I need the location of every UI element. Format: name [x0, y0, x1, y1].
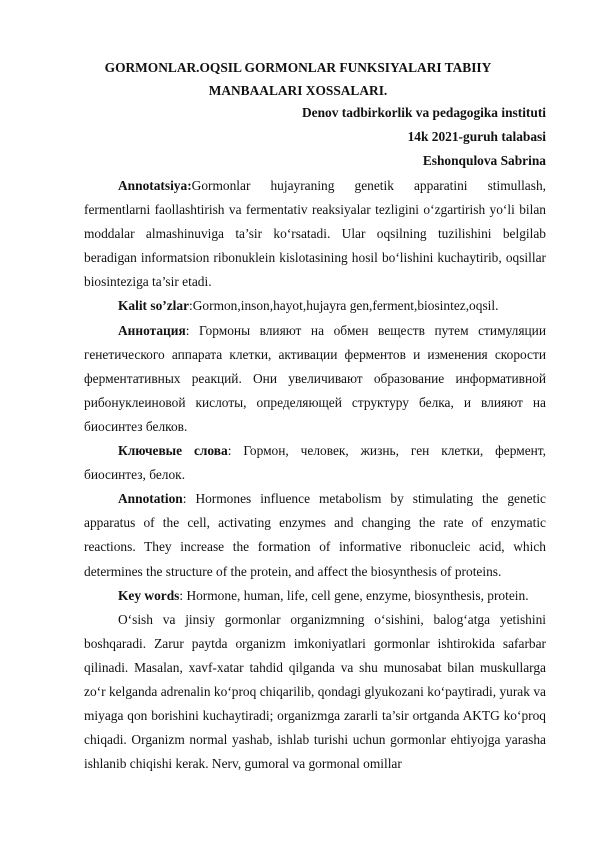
keywords-ru — [84, 439, 546, 487]
author-group: 14k 2021-guruh talabasi — [407, 129, 546, 144]
annotation-uz-label: Annotatsiya: — [118, 178, 192, 193]
annotation-ru-label: Аннотация — [118, 322, 186, 338]
keywords-en-label: Key words — [118, 587, 180, 603]
author-institution: Denov tadbirkorlik va pedagogika instituti — [301, 105, 546, 120]
keywords-en — [84, 584, 546, 608]
keywords-ru-text: : Гормон, человек, жизнь, ген клетки, фермент, биосинтез, белок. — [84, 443, 546, 483]
annotation-en — [84, 487, 546, 583]
annotation-uz — [84, 174, 546, 294]
title-line-2: MANBAALARI XOSSALARI. — [208, 82, 388, 98]
annotation-en-label: Annotation — [118, 491, 183, 507]
keywords-en-text: : Hormone, human, life, cell gene, enzyme, biosynthesis, protein. — [179, 587, 529, 603]
document-title — [84, 57, 512, 102]
keywords-uz-label: Kalit so’zlar — [118, 298, 190, 314]
title-line-1: GORMONLAR.OQSIL GORMONLAR FUNKSIYALARI TABIIY — [104, 60, 492, 75]
annotation-en-text: : Hormones influence metabolism by stimulating the genetic apparatus of the cell, activating enzymes and changing the rate of enzymatic reactions. They increase the formation of informative ribonucleic acid, which determines the structure of the protein, and affect the biosynthesis of proteins. — [84, 491, 546, 579]
author-name: Eshonqulova Sabrina — [422, 153, 546, 168]
keywords-ru-label: Ключевые слова — [118, 443, 228, 459]
annotation-ru-text: : Гормоны влияют на обмен веществ путем стимуляции генетического аппарата клетки, активации ферментов и изменения скорости ферментативных реакций. Они увеличивают образование информативной рибонуклеиновой кислоты, определяющей структуру белка, и влияют на биосинтез белков. — [84, 322, 546, 434]
keywords-uz — [84, 294, 546, 318]
annotation-uz-text: Gormonlar hujayraning genetik apparatini stimullash, fermentlarni faollashtirish va fermentativ reaksiyalar tezligini o‘zgartirish yo‘li bilan moddalar almashinuviga ta’sir ko‘rsatadi. Ular oqsilning tuzilishini belgilab beradigan informatsion ribonuklein kislotasining hosil bo‘lishini kuchaytirib, oqsillar biosinteziga ta’sir etadi. — [84, 178, 546, 290]
annotation-ru — [84, 319, 546, 439]
keywords-uz-text: :Gormon,inson,hayot,hujayra gen,ferment,biosintez,oqsil. — [189, 298, 499, 314]
main-paragraph: O‘sish va jinsiy gormonlar organizmning o‘sishini, balog‘atga yetishini boshqaradi. Zarur paytda organizm imkoniyatlari gormonlar ishtirokida safarbar qilinadi. Masalan, xavf-xatar tahdid qilganda va shu munosabat bilan muskullarga zo‘r kelganda adrenalin ko‘proq chiqarilib, qondagi glyukozani ko‘paytiradi, yurak va miyaga qon borishini kuchaytiradi; organizmga zararli ta’sir ortganda AKTG ko‘proq chiqadi. Organizm normal yashab, ishlab turishi uchun gormonlar ehtiyojga yarasha ishlanib chiqishi kerak. Nerv, gumoral va gormonal omillar — [84, 611, 546, 772]
document-body — [84, 174, 546, 776]
